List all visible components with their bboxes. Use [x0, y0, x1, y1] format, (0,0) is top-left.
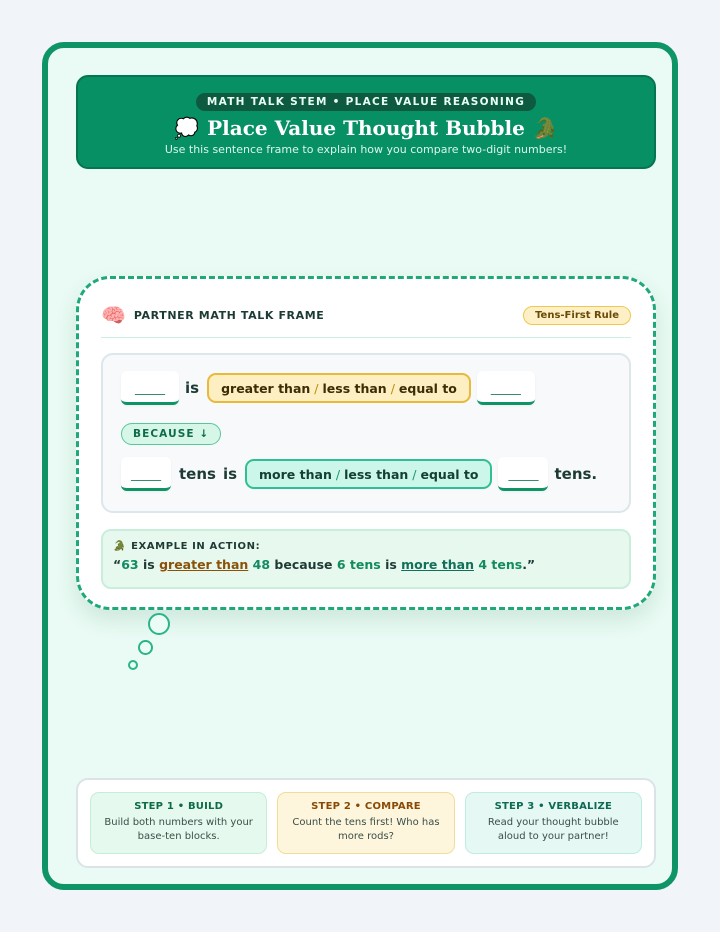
open-quote: “	[113, 557, 122, 572]
example-comparison: greater than	[159, 557, 249, 572]
step-build	[90, 792, 267, 854]
word-is: is	[222, 465, 238, 483]
step-title: STEP 2 • COMPARE	[311, 801, 421, 812]
frame-row-2	[121, 457, 597, 491]
example-sentence	[113, 557, 619, 572]
thought-balloon-icon: 💭	[174, 116, 200, 140]
example-tens-comparison: more than	[401, 557, 474, 572]
option-more-than[interactable]: more than	[259, 466, 332, 482]
close-quote: .”	[522, 557, 536, 572]
thought-bubble	[76, 276, 656, 610]
header-kicker: MATH TALK STEM • PLACE VALUE REASONING	[196, 93, 536, 111]
word-tens: tens	[179, 465, 216, 483]
step-description: Count the tens first! Who has more rods?	[292, 817, 440, 842]
example-label	[113, 541, 619, 552]
example-number-2: 48	[252, 557, 271, 572]
word-is: is	[185, 379, 200, 397]
step-description: Read your thought bubble aloud to your partner!	[487, 817, 619, 842]
blank-number-1[interactable]: _____	[121, 371, 179, 405]
example-tens-2: 4 tens	[478, 557, 523, 572]
step-verbalize	[465, 792, 642, 854]
frame-row-1	[121, 371, 535, 405]
example-number-1: 63	[121, 557, 139, 572]
step-title: STEP 1 • BUILD	[134, 801, 224, 812]
example-is: is	[142, 557, 155, 572]
example-because: because	[274, 557, 333, 572]
rule-badge: Tens-First Rule	[523, 306, 631, 325]
blank-tens-1[interactable]: _____	[121, 457, 171, 491]
option-separator: /	[335, 466, 341, 482]
crocodile-icon: 🐊	[532, 116, 558, 140]
thought-dot-medium	[138, 640, 153, 655]
example-tens-1: 6 tens	[336, 557, 381, 572]
option-greater-than[interactable]: greater than	[221, 380, 311, 396]
option-separator: /	[314, 380, 319, 396]
comparison-choice[interactable]	[207, 373, 471, 403]
crocodile-icon: 🐊	[113, 541, 127, 552]
step-title: STEP 3 • VERBALIZE	[494, 801, 613, 812]
thought-dot-large	[148, 613, 170, 635]
option-separator: /	[412, 466, 417, 482]
header-banner	[76, 75, 656, 169]
thought-dot-small	[128, 660, 138, 670]
option-separator: /	[390, 380, 395, 396]
option-less-than[interactable]: less than	[344, 466, 409, 482]
tens-comparison-choice[interactable]	[245, 459, 492, 489]
title-text: Place Value Thought Bubble	[207, 116, 525, 140]
word-tens-end: tens.	[554, 465, 598, 483]
because-badge: BECAUSE ↓	[121, 423, 221, 445]
steps-panel	[76, 778, 656, 868]
step-compare	[277, 792, 454, 854]
option-equal-to[interactable]: equal to	[420, 466, 479, 482]
sentence-frame	[101, 353, 631, 513]
page-title	[78, 114, 654, 142]
blank-number-2[interactable]: _____	[477, 371, 535, 405]
example-box	[101, 529, 631, 589]
lesson-card	[42, 42, 678, 890]
example-label-text: EXAMPLE IN ACTION:	[131, 541, 261, 552]
option-equal-to[interactable]: equal to	[398, 380, 457, 396]
bubble-header	[101, 303, 631, 338]
header-subtitle: Use this sentence frame to explain how you compare two-digit numbers!	[164, 143, 568, 156]
frame-label: PARTNER MATH TALK FRAME	[133, 308, 325, 322]
brain-icon: 🧠	[101, 303, 126, 327]
option-less-than[interactable]: less than	[322, 380, 387, 396]
example-is: is	[385, 557, 397, 572]
step-description: Build both numbers with your base-ten blocks.	[104, 817, 253, 842]
blank-tens-2[interactable]: _____	[498, 457, 548, 491]
